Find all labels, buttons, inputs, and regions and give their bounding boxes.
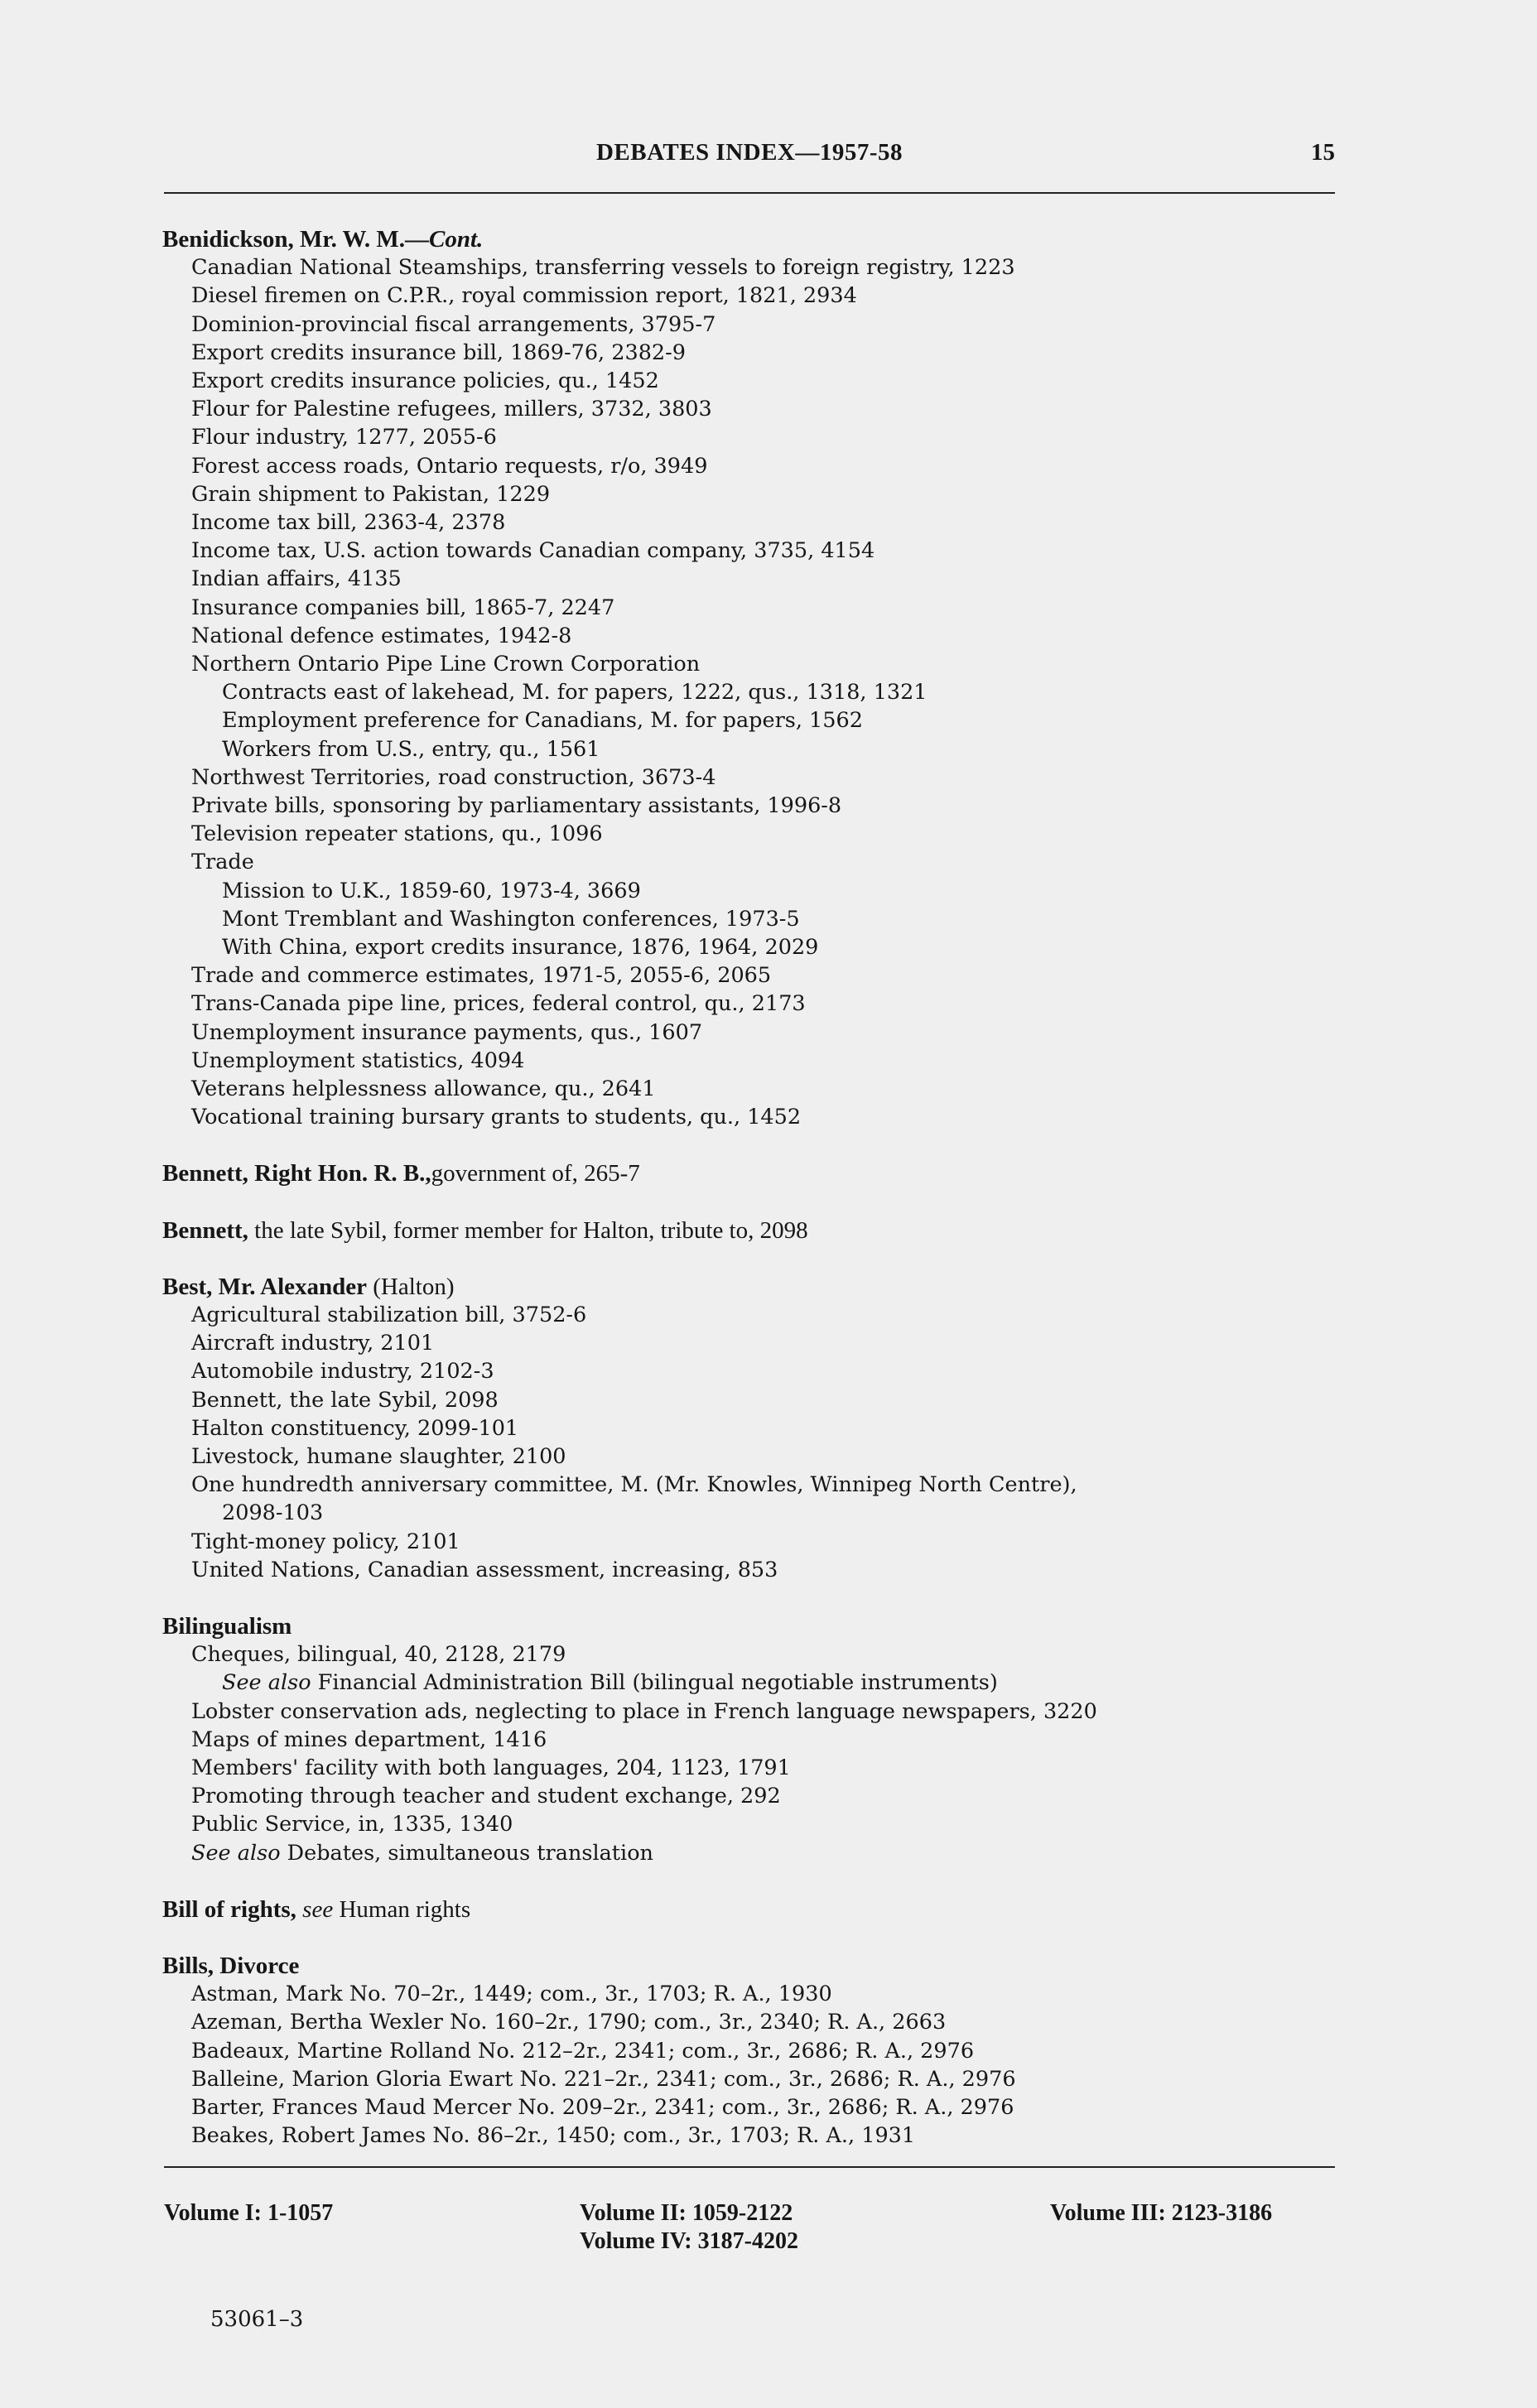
heading-name: Bennett, Right Hon. R. B., xyxy=(162,1160,431,1187)
index-subentry: Forest access roads, Ontario requests, r/o, 3949 xyxy=(191,453,708,479)
index-subentry: Trade and commerce estimates, 1971-5, 2055-6, 2065 xyxy=(191,963,772,989)
print-code: 53061–3 xyxy=(210,2307,304,2332)
index-heading xyxy=(162,1612,292,1640)
heading-detail: Human rights xyxy=(333,1895,471,1923)
index-subentry: Maps of mines department, 1416 xyxy=(191,1727,547,1752)
index-subentry: Flour industry, 1277, 2055-6 xyxy=(191,425,497,450)
index-subsubentry: Contracts east of lakehead, M. for papers, 1222, qus., 1318, 1321 xyxy=(222,680,928,706)
index-subsubentry: Employment preference for Canadians, M. for papers, 1562 xyxy=(222,708,863,734)
index-subentry: Halton constituency, 2099-101 xyxy=(191,1415,519,1441)
index-heading xyxy=(162,1159,640,1187)
heading-name: Bills, Divorce xyxy=(162,1953,300,1979)
cross-reference-target: Debates, simultaneous translation xyxy=(280,1840,653,1866)
index-subsubentry: Mission to U.K., 1859-60, 1973-4, 3669 xyxy=(222,878,641,903)
index-subentry: Export credits insurance policies, qu., 1452 xyxy=(191,368,659,393)
index-heading xyxy=(162,1273,455,1301)
index-subentry: Livestock, humane slaughter, 2100 xyxy=(191,1444,566,1469)
footer-volume-2: Volume II: 1059-2122 xyxy=(580,2200,793,2226)
index-subentry: Cheques, bilingual, 40, 2128, 2179 xyxy=(191,1642,566,1668)
index-subentry: One hundredth anniversary committee, M. (Mr. Knowles, Winnipeg North Centre), xyxy=(191,1472,1077,1498)
index-subentry: Lobster conservation ads, neglecting to place in French language newspapers, 3220 xyxy=(191,1698,1097,1724)
index-subentry: Badeaux, Martine Rolland No. 212–2r., 2341; com., 3r., 2686; R. A., 2976 xyxy=(191,2038,975,2064)
heading-italic: see xyxy=(296,1895,334,1923)
page-number: 15 xyxy=(1311,139,1335,166)
index-subentry: Export credits insurance bill, 1869-76, 2382-9 xyxy=(191,340,686,365)
index-subentry: Grain shipment to Pakistan, 1229 xyxy=(191,481,551,507)
index-subentry: Agricultural stabilization bill, 3752-6 xyxy=(191,1303,587,1327)
index-subentry: Aircraft industry, 2101 xyxy=(191,1331,435,1356)
index-subentry: Trans-Canada pipe line, prices, federal control, qu., 2173 xyxy=(191,991,806,1017)
index-subsubentry: 2098-103 xyxy=(222,1500,324,1526)
heading-name: Best, Mr. Alexander xyxy=(162,1273,368,1300)
index-subentry: Tight-money policy, 2101 xyxy=(191,1529,460,1554)
index-subentry: Beakes, Robert James No. 86–2r., 1450; com., 3r., 1703; R. A., 1931 xyxy=(191,2123,916,2149)
index-heading xyxy=(162,1895,470,1924)
heading-detail: government of, 265-7 xyxy=(431,1160,640,1187)
index-subentry: Astman, Mark No. 70–2r., 1449; com., 3r., 1703; R. A., 1930 xyxy=(191,1982,832,2007)
index-subentry: Veterans helplessness allowance, qu., 2641 xyxy=(191,1076,656,1101)
index-subentry: Diesel firemen on C.P.R., royal commission report, 1821, 2934 xyxy=(191,283,857,309)
footer-volume-1: Volume I: 1-1057 xyxy=(164,2200,334,2226)
index-subentry: Balleine, Marion Gloria Ewart No. 221–2r., 2341; com., 3r., 2686; R. A., 2976 xyxy=(191,2066,1016,2092)
index-subentry: Members' facility with both languages, 204, 1123, 1791 xyxy=(191,1755,791,1780)
index-subentry: Private bills, sponsoring by parliamentary assistants, 1996-8 xyxy=(191,793,842,818)
cross-reference xyxy=(191,1839,653,1867)
index-heading xyxy=(162,1952,299,1980)
index-subentry: Automobile industry, 2102-3 xyxy=(191,1359,494,1385)
heading-name: Bill of rights, xyxy=(162,1895,296,1923)
header-rule xyxy=(164,192,1335,194)
index-subentry: Azeman, Bertha Wexler No. 160–2r., 1790; com., 3r., 2340; R. A., 2663 xyxy=(191,2010,947,2035)
index-subentry: Indian affairs, 4135 xyxy=(191,566,402,592)
index-subentry: Public Service, in, 1335, 1340 xyxy=(191,1812,513,1837)
index-subentry: Dominion-provincial fiscal arrangements, 3795-7 xyxy=(191,311,716,337)
index-subentry: Northwest Territories, road construction, 3673-4 xyxy=(191,764,716,790)
footer-volume-4: Volume IV: 3187-4202 xyxy=(580,2228,798,2254)
footer-rule xyxy=(164,2166,1335,2168)
footer-volume-3: Volume III: 2123-3186 xyxy=(1050,2200,1273,2226)
index-subentry: Television repeater stations, qu., 1096 xyxy=(191,821,603,847)
heading-italic: Cont. xyxy=(429,226,484,253)
index-subentry: Unemployment insurance payments, qus., 1607 xyxy=(191,1019,703,1045)
index-subentry: Trade xyxy=(191,850,254,875)
see-also-label: See also xyxy=(222,1670,311,1696)
index-heading xyxy=(162,1216,808,1245)
heading-name: Benidickson, Mr. W. M.— xyxy=(162,226,430,253)
index-subentry: Vocational training bursary grants to students, qu., 1452 xyxy=(191,1105,802,1130)
heading-detail: (Halton) xyxy=(367,1273,455,1300)
index-subentry: Bennett, the late Sybil, 2098 xyxy=(191,1387,499,1413)
index-subentry: Income tax bill, 2363-4, 2378 xyxy=(191,510,506,535)
index-subentry: National defence estimates, 1942-8 xyxy=(191,623,572,648)
index-subsubentry: With China, export credits insurance, 1876, 1964, 2029 xyxy=(222,935,819,960)
heading-name: Bilingualism xyxy=(162,1613,292,1640)
see-also-label: See also xyxy=(191,1840,281,1866)
index-subentry: Income tax, U.S. action towards Canadian company, 3735, 4154 xyxy=(191,538,875,564)
index-subentry: Promoting through teacher and student exchange, 292 xyxy=(191,1784,781,1809)
index-subentry: United Nations, Canadian assessment, increasing, 853 xyxy=(191,1557,778,1582)
index-subentry: Barter, Frances Maud Mercer No. 209–2r., 2341; com., 3r., 2686; R. A., 2976 xyxy=(191,2095,1014,2120)
index-subentry: Unemployment statistics, 4094 xyxy=(191,1047,525,1073)
heading-name: Bennett, xyxy=(162,1216,248,1244)
index-subentry: Canadian National Steamships, transferring vessels to foreign registry, 1223 xyxy=(191,255,1015,281)
index-subsubentry: Mont Tremblant and Washington conferences, 1973-5 xyxy=(222,906,800,932)
index-subentry: Northern Ontario Pipe Line Crown Corporation xyxy=(191,652,701,677)
running-header xyxy=(164,139,1335,176)
index-heading xyxy=(162,225,483,253)
cross-reference-target: Financial Administration Bill (bilingual negotiable instruments) xyxy=(311,1670,998,1696)
index-subentry: Insurance companies bill, 1865-7, 2247 xyxy=(191,595,615,620)
page-title: DEBATES INDEX—1957-58 xyxy=(595,139,903,166)
index-subsubentry: Workers from U.S., entry, qu., 1561 xyxy=(222,736,600,762)
heading-detail: the late Sybil, former member for Halton, tribute to, 2098 xyxy=(248,1216,808,1244)
index-subentry: Flour for Palestine refugees, millers, 3732, 3803 xyxy=(191,397,712,422)
cross-reference xyxy=(222,1669,998,1697)
